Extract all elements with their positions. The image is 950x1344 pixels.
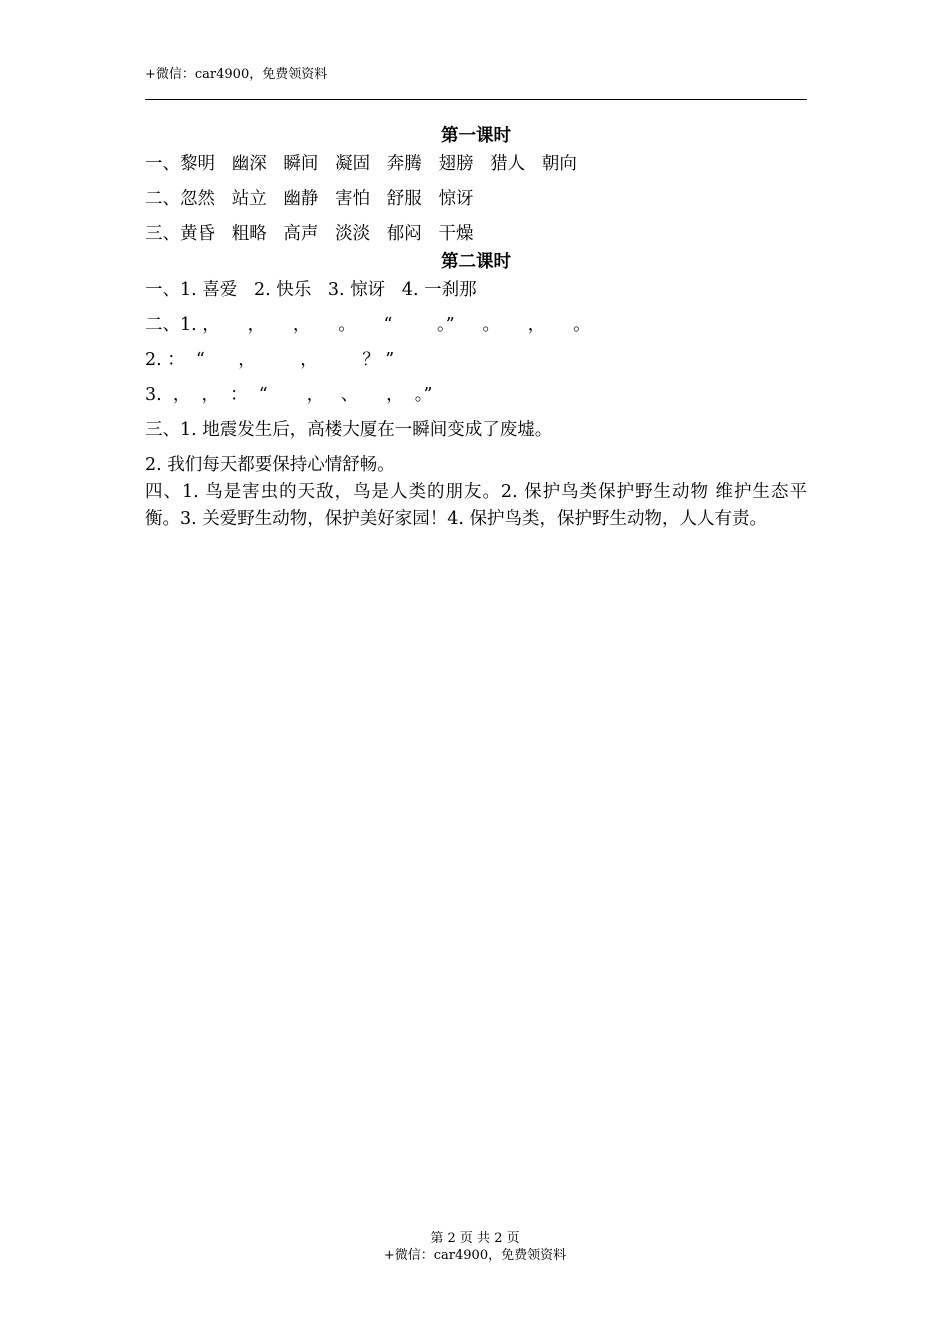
header-text: +微信：car4900，免费领资料	[145, 67, 328, 82]
lesson2-line-1: 一、1. 喜爱 2. 快乐 3. 惊讶 4. 一刹那	[145, 280, 477, 300]
answer-content	[145, 122, 807, 533]
footer-text: +微信：car4900，免费领资料	[383, 1248, 567, 1263]
lesson2-line-6: 2. 我们每天都要保持心情舒畅。	[145, 455, 395, 475]
lesson2-line-3: 2. ： “ ， ， ？ ”	[145, 350, 395, 370]
lesson2-title: 第二课时	[441, 252, 511, 272]
lesson1-title: 第一课时	[441, 126, 511, 146]
lesson2-paragraph: 四、1. 鸟是害虫的天敌，鸟是人类的朋友。2. 保护鸟类保护野生动物 维护生态平衡。3. 关爱野生动物，保护美好家园！4. 保护鸟类，保护野生动物，人人有责。	[145, 482, 807, 529]
lesson1-line-1: 一、黎明 幽深 瞬间 凝固 奔腾 翅膀 猎人 朝向	[145, 154, 577, 174]
lesson1-line-3: 三、黄昏 粗略 高声 淡淡 郁闷 干燥	[145, 224, 474, 244]
header-divider	[145, 99, 807, 100]
page-number: 第 2 页 共 2 页	[430, 1231, 520, 1246]
lesson2-line-2: 二、1. ， ， ， 。 “ 。” 。 ， 。	[145, 315, 591, 335]
lesson2-line-5: 三、1. 地震发生后，高楼大厦在一瞬间变成了废墟。	[145, 420, 553, 440]
lesson1-line-2: 二、忽然 站立 幽静 害怕 舒服 惊讶	[145, 189, 474, 209]
lesson2-line-4: 3. ， ， ： “ ， 、 ， 。”	[145, 385, 433, 405]
